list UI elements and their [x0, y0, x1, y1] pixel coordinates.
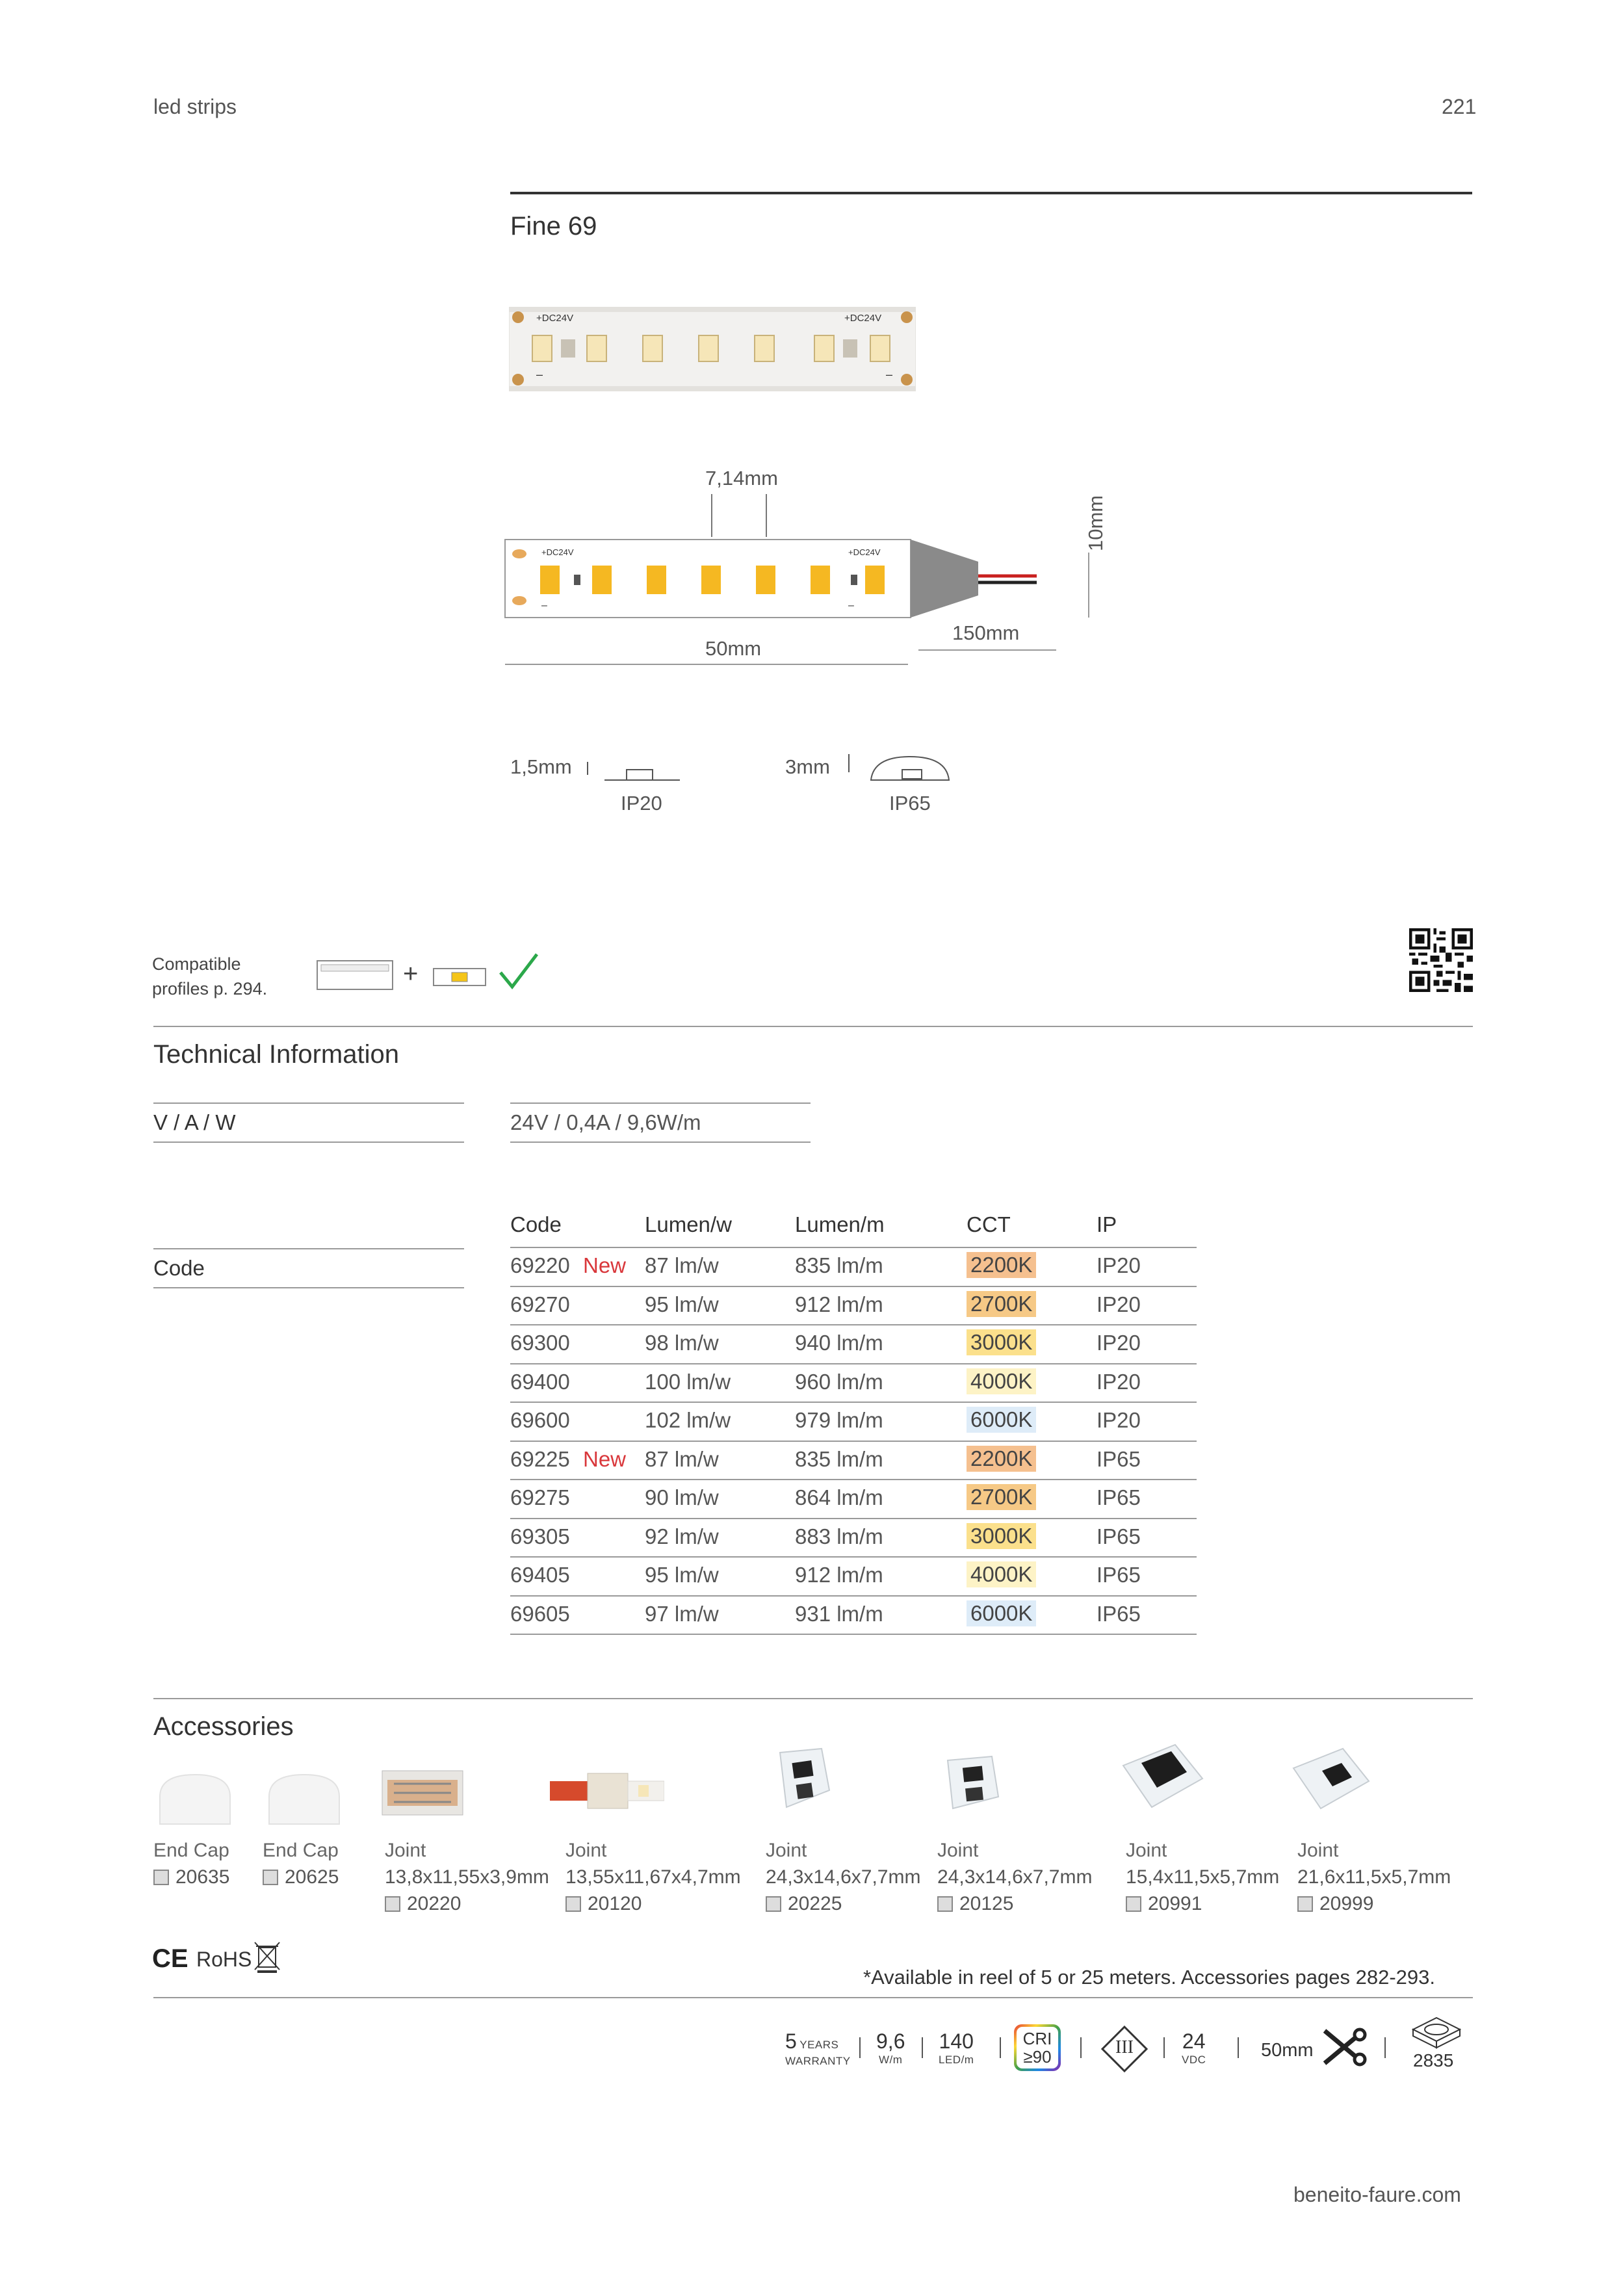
ip20-profile-drawing	[585, 758, 682, 784]
table-row	[510, 1403, 1197, 1442]
code-box-icon	[385, 1896, 400, 1912]
divider-footer	[153, 1997, 1473, 1998]
accessory-name: Joint	[937, 1840, 979, 1861]
svg-text:CE: CE	[152, 1944, 188, 1972]
cell-lumen-w: 98 lm/w	[645, 1331, 719, 1355]
joint-image-20120	[550, 1768, 664, 1814]
table-header	[510, 1212, 1197, 1248]
cell-lumen-w: 102 lm/w	[645, 1408, 731, 1432]
cell-ip: IP65	[1097, 1601, 1141, 1626]
scissors-icon	[1319, 2027, 1369, 2067]
accessory-code: 20220	[407, 1893, 461, 1914]
table-row	[510, 1597, 1197, 1636]
strip-icon	[432, 966, 488, 988]
table-row	[510, 1442, 1197, 1481]
accessory-name: End Cap	[263, 1840, 339, 1861]
vaw-value-rule-bottom	[510, 1141, 811, 1143]
accessory-code: 20635	[175, 1866, 230, 1888]
cct-badge: 2200K	[967, 1446, 1036, 1472]
warranty-number: 5	[785, 2029, 797, 2053]
end-cap-image-1	[156, 1768, 234, 1827]
cell-code: 69605	[510, 1601, 570, 1626]
table-row	[510, 1248, 1197, 1287]
compatible-profiles-text	[152, 952, 267, 1001]
cell-code: 69600	[510, 1408, 570, 1432]
chip-icon	[1407, 2014, 1465, 2049]
led-density-value: 140	[939, 2029, 974, 2053]
code-box-icon	[565, 1896, 581, 1912]
accessory-code: 20991	[1148, 1893, 1202, 1914]
accessory-code-row	[1126, 1890, 1279, 1917]
accessories-heading: Accessories	[153, 1712, 294, 1741]
divider-technical	[153, 1026, 1473, 1027]
warranty-years: YEARS	[799, 2039, 839, 2051]
cell-ip: IP20	[1097, 1331, 1141, 1355]
cct-badge: 3000K	[967, 1523, 1036, 1549]
height-label: 10mm	[1084, 495, 1107, 551]
divider-accessories	[153, 1698, 1473, 1699]
code-box-icon	[937, 1896, 953, 1912]
accessory-dimensions: 21,6x11,5x5,7mm	[1297, 1866, 1451, 1888]
end-cap-image-2	[265, 1768, 343, 1827]
cct-badge: 6000K	[967, 1407, 1036, 1433]
ip65-profile-drawing	[845, 751, 955, 784]
rohs-label: RoHS	[196, 1948, 252, 1971]
ce-mark-icon	[152, 1942, 191, 1972]
separator	[922, 2037, 923, 2058]
separator	[1000, 2037, 1001, 2058]
table-row	[510, 1287, 1197, 1326]
cell-lumen-m: 912 lm/m	[795, 1292, 883, 1316]
separator	[1163, 2037, 1165, 2058]
new-badge: New	[583, 1446, 627, 1471]
cell-lumen-w: 87 lm/w	[645, 1253, 719, 1277]
cable-length-label: 150mm	[952, 621, 1020, 644]
cell-lumen-m: 864 lm/m	[795, 1485, 883, 1509]
accessory-code-row	[385, 1890, 549, 1917]
ip20-thickness: 1,5mm	[510, 755, 572, 778]
strip-voltage-right: +DC24V	[844, 313, 882, 324]
strip-photo	[509, 307, 916, 391]
qr-code-icon	[1409, 928, 1473, 992]
vaw-value: 24V / 0,4A / 9,6W/m	[510, 1110, 701, 1134]
cell-code: 69225	[510, 1446, 570, 1471]
cri-label: CRI	[1022, 2029, 1052, 2048]
accessory-item	[263, 1837, 339, 1890]
cct-badge: 4000K	[967, 1368, 1036, 1394]
header-code: Code	[510, 1212, 562, 1236]
accessory-item	[1126, 1837, 1279, 1917]
accessory-name: End Cap	[153, 1840, 229, 1861]
code-rule-bottom	[153, 1287, 464, 1288]
voltage-value: 24	[1182, 2029, 1206, 2053]
code-box-icon	[263, 1870, 278, 1885]
svg-text:–: –	[536, 368, 543, 381]
code-rule-top	[153, 1248, 464, 1249]
technical-heading: Technical Information	[153, 1040, 399, 1069]
header-lumen-m: Lumen/m	[795, 1212, 885, 1236]
aluminium-profile-icon	[316, 956, 394, 995]
svg-text:–: –	[886, 368, 893, 381]
accessory-code-row	[1297, 1890, 1451, 1917]
ip20-label: IP20	[621, 792, 662, 815]
cell-lumen-m: 912 lm/m	[795, 1563, 883, 1587]
warranty-badge	[785, 2029, 850, 2068]
vaw-label: V / A / W	[153, 1110, 236, 1134]
accessory-code-row	[565, 1890, 741, 1917]
cell-ip: IP20	[1097, 1408, 1141, 1432]
profile-icon	[316, 956, 394, 995]
class-label: III	[1115, 2037, 1134, 2057]
cct-badge: 2700K	[967, 1291, 1036, 1317]
vaw-value-rule-top	[510, 1102, 811, 1104]
joint-image-20991	[1119, 1740, 1205, 1812]
separator	[1238, 2037, 1239, 2058]
product-title: Fine 69	[510, 212, 597, 241]
cell-lumen-w: 87 lm/w	[645, 1446, 719, 1471]
cct-badge: 4000K	[967, 1561, 1036, 1587]
ip65-label: IP65	[889, 792, 931, 815]
header-lumen-w: Lumen/w	[645, 1212, 732, 1236]
accessory-item	[766, 1837, 920, 1917]
cct-badge: 2200K	[967, 1252, 1036, 1278]
accessory-dimensions: 15,4x11,5x5,7mm	[1126, 1866, 1280, 1888]
power-value: 9,6	[876, 2029, 905, 2053]
checkmark-icon	[497, 950, 539, 993]
strip-photo-image	[509, 307, 916, 391]
strip-dimension-drawing	[497, 494, 1121, 689]
diagram-voltage-right: +DC24V	[848, 547, 881, 557]
strip-diagram	[497, 494, 1121, 689]
new-badge: New	[583, 1253, 627, 1277]
table-row	[510, 1558, 1197, 1597]
joint-image-20220	[381, 1767, 464, 1819]
joint-image-20125	[937, 1751, 1005, 1815]
cell-code: 69305	[510, 1524, 570, 1548]
accessory-code: 20125	[959, 1893, 1014, 1914]
compatible-line2: profiles p. 294.	[152, 979, 268, 998]
cell-lumen-m: 835 lm/m	[795, 1253, 883, 1277]
cell-lumen-m: 960 lm/m	[795, 1369, 883, 1394]
cell-lumen-w: 100 lm/w	[645, 1369, 731, 1394]
cell-code: 69300	[510, 1331, 570, 1355]
cell-code: 69405	[510, 1563, 570, 1587]
cell-ip: IP20	[1097, 1369, 1141, 1394]
table-row	[510, 1364, 1197, 1403]
chip-type: 2835	[1413, 2050, 1454, 2070]
cell-lumen-w: 95 lm/w	[645, 1292, 719, 1316]
accessory-code-row	[937, 1890, 1092, 1917]
cell-code: 69275	[510, 1485, 570, 1509]
section-label: led strips	[153, 95, 237, 118]
accessory-code: 20225	[788, 1893, 842, 1914]
product-table	[510, 1212, 1197, 1635]
ip20-profile-icon	[585, 758, 682, 784]
joint-image-20225	[767, 1745, 835, 1812]
cell-lumen-m: 931 lm/m	[795, 1601, 883, 1626]
accessory-code: 20625	[285, 1866, 339, 1888]
voltage-badge	[1182, 2029, 1206, 2067]
joint-image-20999	[1291, 1745, 1371, 1812]
led-density-unit: LED/m	[939, 2054, 974, 2066]
table-row	[510, 1325, 1197, 1364]
power-unit: W/m	[879, 2054, 903, 2066]
header-ip: IP	[1097, 1212, 1117, 1236]
separator	[1384, 2037, 1386, 2058]
diagram-voltage-left: +DC24V	[541, 547, 574, 557]
accessory-name: Joint	[1126, 1840, 1167, 1861]
led-density-badge	[939, 2029, 974, 2067]
class-iii-icon	[1100, 2024, 1149, 2074]
cell-lumen-m: 835 lm/m	[795, 1446, 883, 1471]
separator	[859, 2037, 861, 2058]
weee-bin-icon	[252, 1940, 282, 1974]
accessory-dimensions: 13,55x11,67x4,7mm	[565, 1866, 741, 1888]
cell-ip: IP65	[1097, 1485, 1141, 1509]
accessory-item	[385, 1837, 549, 1917]
cut-length-badge: 50mm	[1261, 2040, 1314, 2061]
cell-lumen-w: 90 lm/w	[645, 1485, 719, 1509]
voltage-unit: VDC	[1182, 2054, 1206, 2066]
strip-voltage-left: +DC24V	[536, 313, 574, 324]
compatible-line1: Compatible	[152, 954, 241, 974]
vaw-rule-bottom	[153, 1141, 464, 1143]
accessory-dimensions: 24,3x14,6x7,7mm	[766, 1866, 921, 1888]
cell-lumen-w: 95 lm/w	[645, 1563, 719, 1587]
website: beneito-faure.com	[1293, 2183, 1461, 2206]
cell-ip: IP65	[1097, 1524, 1141, 1548]
ip65-thickness: 3mm	[785, 755, 830, 778]
accessory-item	[1297, 1837, 1451, 1917]
cell-ip: IP20	[1097, 1292, 1141, 1316]
code-box-icon	[1297, 1896, 1313, 1912]
accessory-item	[153, 1837, 229, 1890]
cell-lumen-w: 92 lm/w	[645, 1524, 719, 1548]
code-label: Code	[153, 1256, 205, 1280]
accessory-name: Joint	[565, 1840, 607, 1861]
cell-code: 69270	[510, 1292, 570, 1316]
code-box-icon	[766, 1896, 781, 1912]
cell-ip: IP65	[1097, 1446, 1141, 1471]
accessory-item	[565, 1837, 741, 1917]
cut-length-label: 50mm	[705, 637, 762, 660]
accessory-name: Joint	[385, 1840, 426, 1861]
accessory-code-row	[263, 1864, 339, 1890]
power-badge	[876, 2029, 905, 2067]
accessory-dimensions: 13,8x11,55x3,9mm	[385, 1866, 549, 1888]
cell-lumen-m: 979 lm/m	[795, 1408, 883, 1432]
warranty-word: WARRANTY	[785, 2055, 851, 2067]
strip-mini-icon	[432, 966, 488, 988]
header-cct: CCT	[967, 1212, 1011, 1236]
cell-lumen-m: 940 lm/m	[795, 1331, 883, 1355]
accessory-dimensions: 24,3x14,6x7,7mm	[937, 1866, 1093, 1888]
ip65-profile-icon	[845, 751, 955, 784]
table-row	[510, 1480, 1197, 1519]
accessory-item	[937, 1837, 1092, 1917]
cct-badge: 6000K	[967, 1600, 1036, 1626]
cell-lumen-m: 883 lm/m	[795, 1524, 883, 1548]
cri-value: ≥90	[1023, 2047, 1052, 2067]
vaw-rule-top	[153, 1102, 464, 1104]
cell-code: 69220	[510, 1253, 570, 1277]
title-rule	[510, 192, 1472, 194]
cell-ip: IP65	[1097, 1563, 1141, 1587]
table-row	[510, 1519, 1197, 1558]
cell-lumen-w: 97 lm/w	[645, 1601, 719, 1626]
cell-ip: IP20	[1097, 1253, 1141, 1277]
table-body	[510, 1248, 1197, 1635]
availability-note: *Available in reel of 5 or 25 meters. Accessories pages 282-293.	[863, 1966, 1435, 1989]
accessory-name: Joint	[766, 1840, 807, 1861]
cri-badge	[1014, 2024, 1061, 2071]
accessory-code-row	[153, 1864, 229, 1890]
svg-text:–: –	[541, 600, 547, 611]
code-box-icon	[153, 1870, 169, 1885]
code-box-icon	[1126, 1896, 1141, 1912]
accessory-code: 20999	[1319, 1893, 1374, 1914]
cct-badge: 2700K	[967, 1484, 1036, 1510]
page-number: 221	[1442, 95, 1477, 118]
svg-text:–: –	[848, 600, 854, 611]
accessory-name: Joint	[1297, 1840, 1339, 1861]
plus-sign: +	[403, 959, 419, 988]
separator	[1080, 2037, 1082, 2058]
cct-badge: 3000K	[967, 1329, 1036, 1355]
accessory-code: 20120	[588, 1893, 642, 1914]
led-pitch-label: 7,14mm	[705, 467, 778, 489]
accessory-code-row	[766, 1890, 920, 1917]
cell-code: 69400	[510, 1369, 570, 1394]
